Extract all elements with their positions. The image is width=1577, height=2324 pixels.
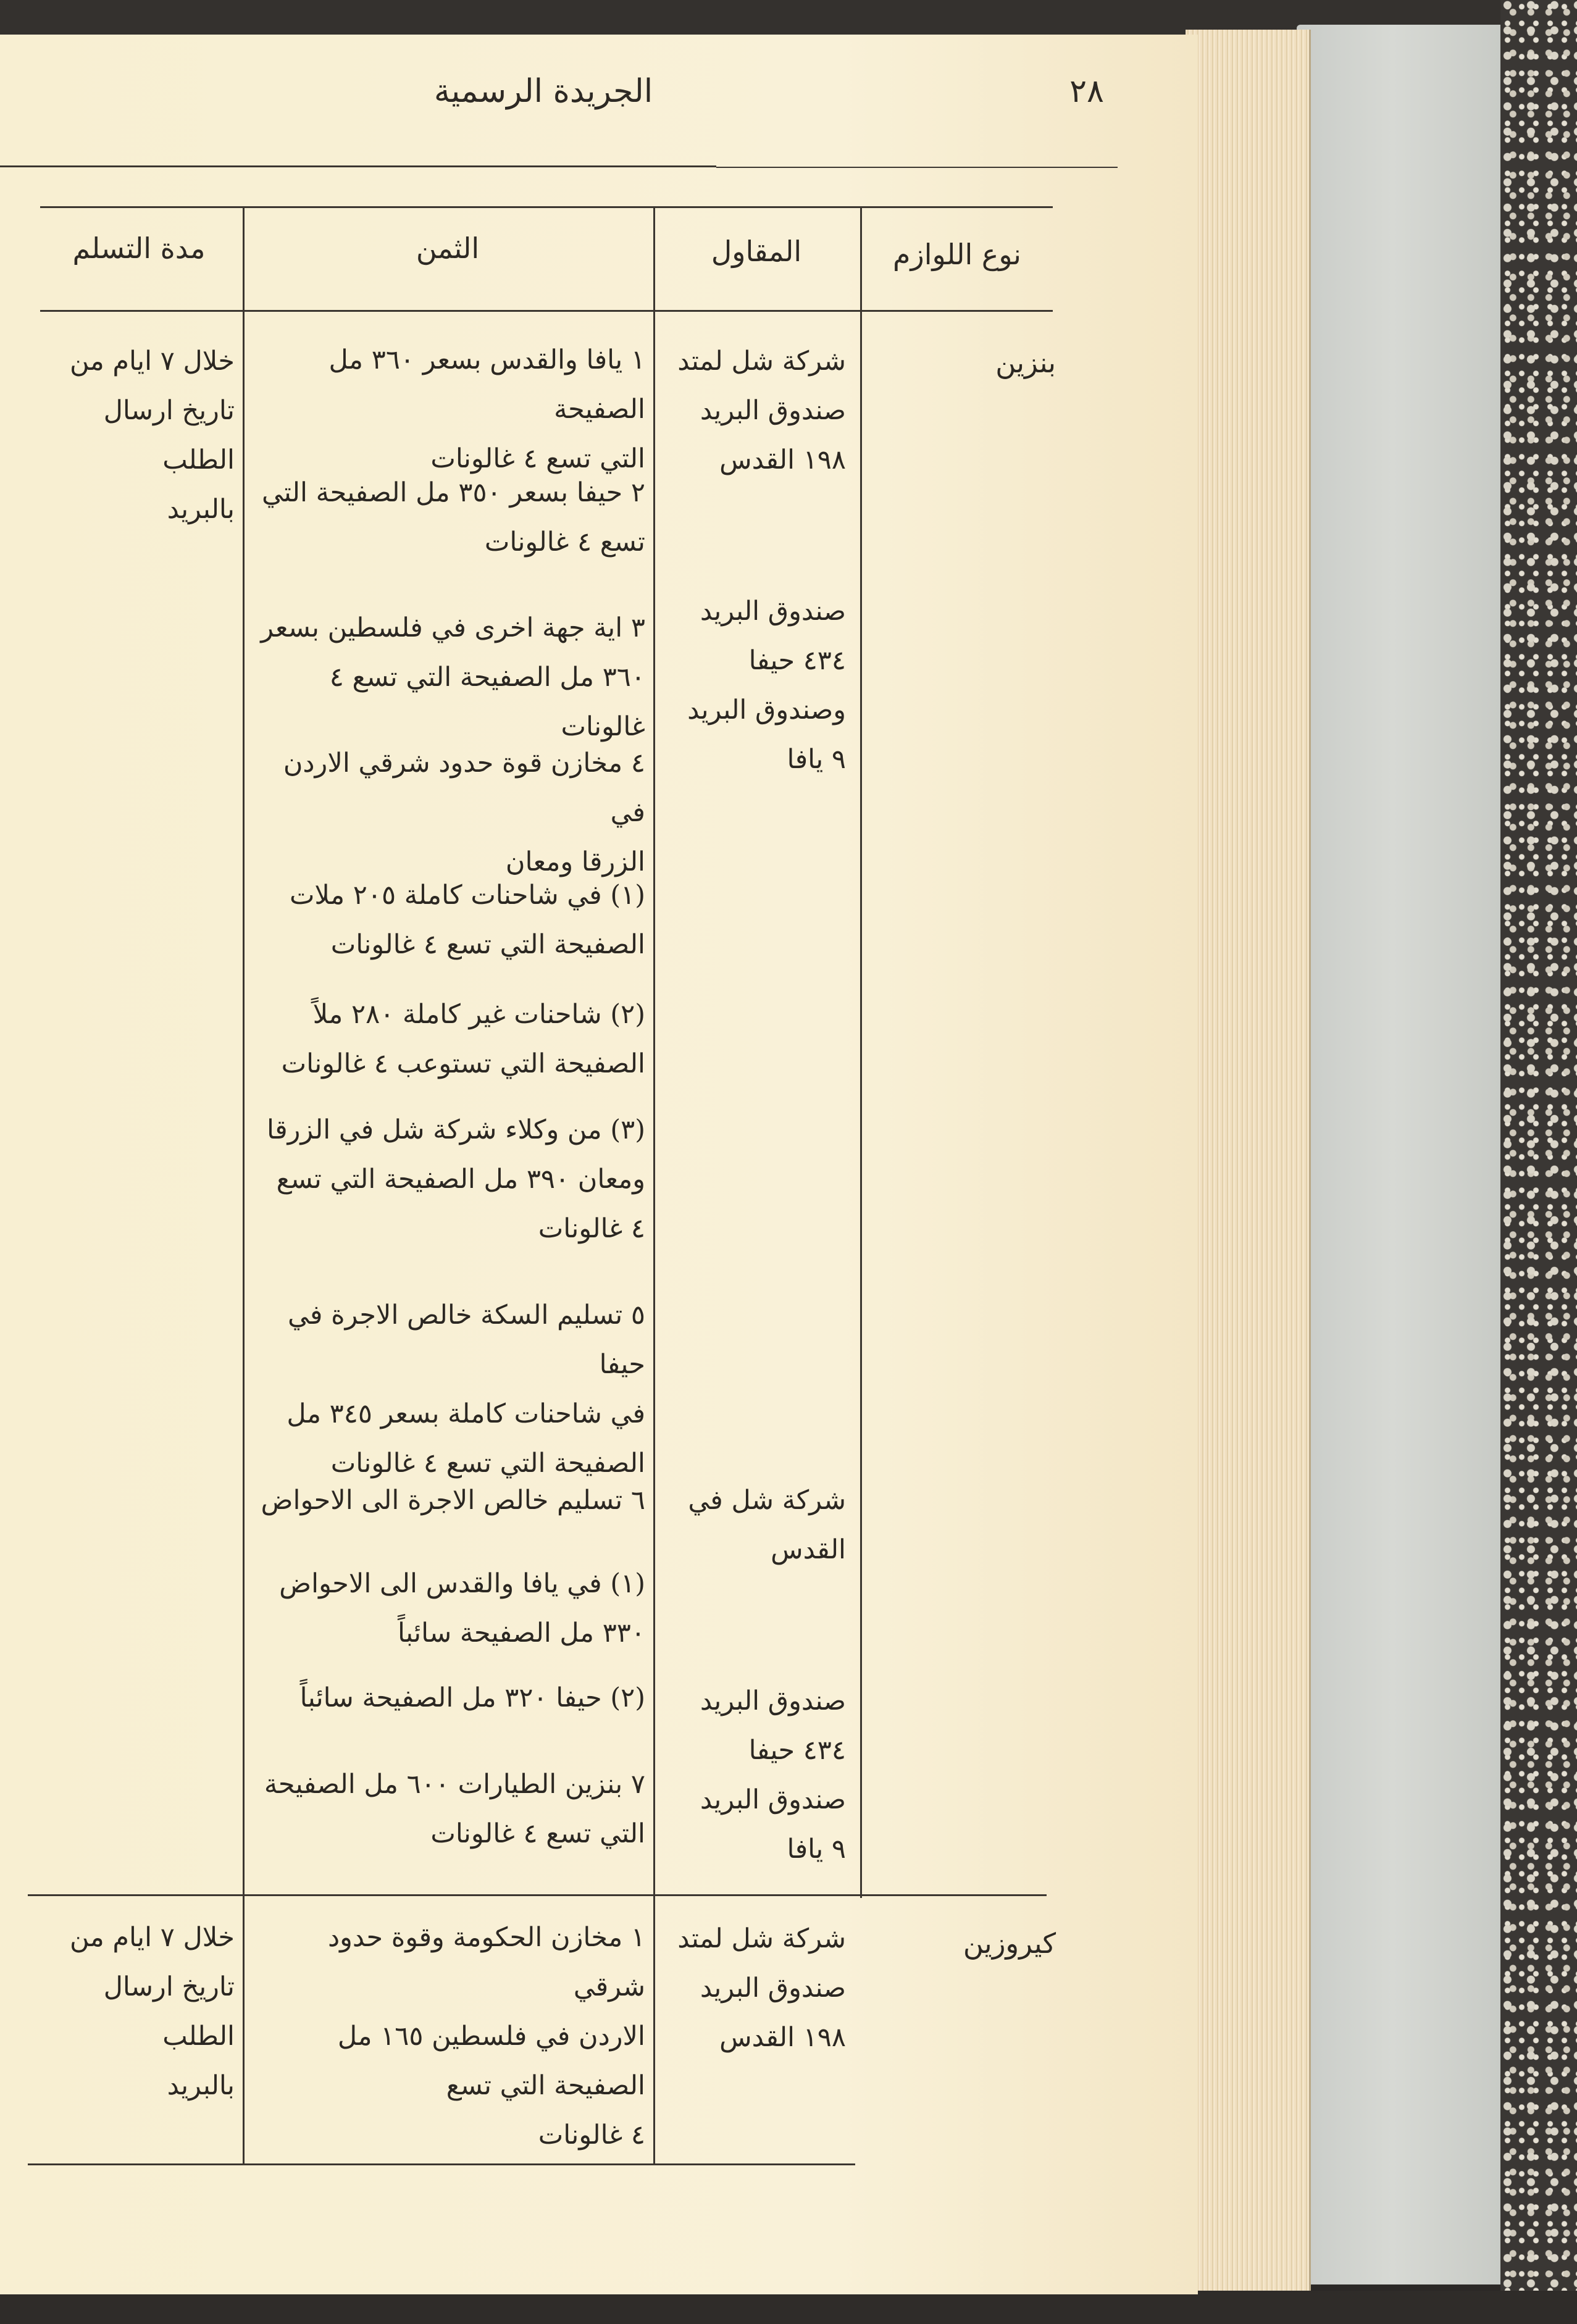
row1-price-9: ٦ تسليم خالص الاجرة الى الاحواض (261, 1485, 645, 1516)
row-divider (28, 1894, 1047, 1896)
gazette-title: الجريدة الرسمية (433, 73, 653, 110)
table-bottom-rule (28, 2163, 855, 2165)
column-header-type: نوع اللوازم (893, 238, 1021, 271)
row1-price-4: ٤ مخازن قوة حدود شرقي الاردن في الزرقا ومعان (283, 748, 645, 877)
row1-price-1: ١ يافا والقدس بسعر ٣٦٠ مل الصفيحة التي تسع ٤ غالونات (328, 345, 645, 474)
column-header-contractor: المقاول (711, 235, 802, 268)
row2-price-1: ١ مخازن الحكومة وقوة حدود شرقي الاردن في فلسطين ١٦٥ مل الصفيحة التي تسع ٤ غالونات (328, 1922, 645, 2151)
row1-type: بنزين (995, 346, 1056, 379)
row1-contractor-4: صندوق البريد ٤٣٤ حيفا صندوق البريد ٩ يافا (700, 1686, 846, 1865)
column-header-price: الثمن (416, 232, 480, 265)
row1-contractor-1: شركة شل لمتد صندوق البريد ١٩٨ القدس (677, 346, 846, 475)
header-bottom-rule (40, 310, 1053, 312)
row2-contractor-1: شركة شل لمتد صندوق البريد ١٩٨ القدس (677, 1923, 846, 2053)
row2-type: كيروزين (963, 1927, 1056, 1960)
row2-delivery: خلال ٧ ايام من تاريخ ارسال الطلب بالبريد (69, 1922, 235, 2101)
row1-delivery: خلال ٧ ايام من تاريخ ارسال الطلب بالبريد (69, 346, 235, 525)
row1-price-8: ٥ تسليم السكة خالص الاجرة في حيفا في شاحنات كاملة بسعر ٣٤٥ مل الصفيحة التي تسع ٤ غالونات (287, 1300, 645, 1479)
row1-price-11: (٢) حيفا ٣٢٠ مل الصفيحة سائباً (299, 1682, 645, 1713)
header-rule (0, 165, 716, 167)
column-divider-1 (243, 206, 245, 2165)
row1-contractor-3: شركة شل في القدس (688, 1485, 846, 1565)
row1-price-12: ٧ بنزين الطيارات ٦٠٠ مل الصفيحة التي تسع ٤ غالونات (264, 1769, 645, 1849)
table-top-rule (40, 206, 1053, 208)
page-number: ٢٨ (1069, 73, 1104, 110)
row1-contractor-2: صندوق البريد ٤٣٤ حيفا وصندوق البريد ٩ يافا (687, 596, 846, 775)
row1-price-3: ٣ اية جهة اخرى في فلسطين بسعر ٣٦٠ مل الصفيحة التي تسع ٤ غالونات (261, 612, 645, 742)
row1-price-6: (٢) شاحنات غير كاملة ٢٨٠ ملاً الصفيحة التي تستوعب ٤ غالونات (281, 999, 645, 1079)
column-divider-3 (860, 206, 862, 1898)
row1-price-7: (٣) من وكلاء شركة شل في الزرقا ومعان ٣٩٠ مل الصفيحة التي تسع ٤ غالونات (266, 1114, 645, 1244)
row1-price-5: (١) في شاحنات كاملة ٢٠٥ ملات الصفيحة التي تسع ٤ غالونات (289, 880, 645, 960)
header-rule-right (716, 167, 1118, 168)
row1-price-2: ٢ حيفا بسعر ٣٥٠ مل الصفيحة التي تسع ٤ غالونات (262, 477, 645, 558)
marbled-cover (1500, 0, 1577, 2324)
column-header-delivery: مدة التسلم (72, 232, 206, 265)
row1-price-10: (١) في يافا والقدس الى الاحواض ٣٣٠ مل الصفيحة سائباً (279, 1568, 645, 1649)
book-cover-bottom (0, 2291, 1577, 2324)
column-divider-2 (653, 206, 655, 2165)
page-edges (1186, 30, 1311, 2302)
